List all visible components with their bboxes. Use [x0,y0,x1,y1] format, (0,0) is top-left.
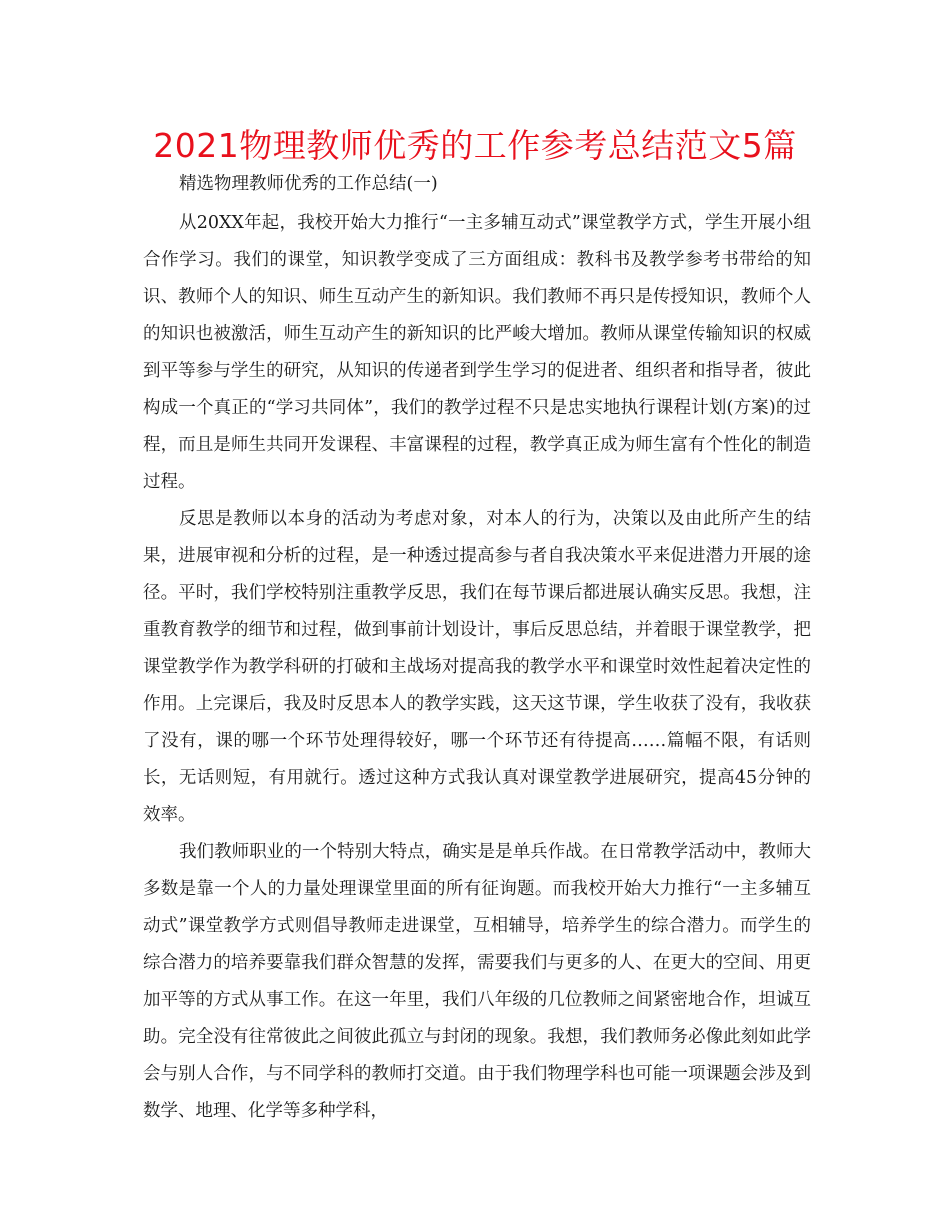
section-subheading: 精选物理教师优秀的工作总结(一) [179,174,438,194]
paragraph: 从20XX年起，我校开始大力推行“一主多辅互动式”课堂教学方式，学生开展小组合作学习。我们的课堂，知识教学变成了三方面组成：教科书及教学参考书带给的知识、教师个人的知识、师生互动产生的新知识。我们教师不再只是传授知识，教师个人的知识也被激活，师生互动产生的新知识的比严峻大增加。教师从课堂传输知识的权威到平等参与学生的研究，从知识的传递者到学生学习的促进者、组织者和指导者，彼此构成一个真正的“学习共同体”，我们的教学过程不只是忠实地执行课程计划(方案)的过程，而且是师生共同开发课程、丰富课程的过程，教学真正成为师生富有个性化的制造过程。 [143,213,811,492]
paragraph: 我们教师职业的一个特别大特点，确实是是单兵作战。在日常教学活动中，教师大多数是靠一个人的力量处理课堂里面的所有征询题。而我校开始大力推行“一主多辅互动式”课堂教学方式则倡导教师走进课堂，互相辅导，培养学生的综合潜力。而学生的综合潜力的培养要靠我们群众智慧的发挥，需要我们与更多的人、在更大的空间、用更加平等的方式从事工作。在这一年里，我们八年级的几位教师之间紧密地合作，坦诚互助。完全没有往常彼此之间彼此孤立与封闭的现象。我想，我们教师务必像此刻如此学会与别人合作，与不同学科的教师打交道。由于我们物理学科也可能一项课题会涉及到数学、地理、化学等多种学科， [143,842,811,1121]
paragraph: 反思是教师以本身的活动为考虑对象，对本人的行为，决策以及由此所产生的结果，进展审视和分析的过程，是一种透过提高参与者自我决策水平来促进潜力开展的途径。平时，我们学校特别注重教学反思，我们在每节课后都进展认确实反思。我想，注重教育教学的细节和过程，做到事前计划设计，事后反思总结，并着眼于课堂教学，把课堂教学作为教学科研的打破和主战场对提高我的教学水平和课堂时效性起着决定性的作用。上完课后，我及时反思本人的教学实践，这天这节课，学生收获了没有，我收获了没有，课的哪一个环节处理得较好，哪一个环节还有待提高……篇幅不限，有话则长，无话则短，有用就行。透过这种方式我认真对课堂教学进展研究，提高45分钟的效率。 [143,509,811,825]
document-body [143,166,811,1130]
document-title: 2021物理教师优秀的工作参考总结范文5篇 [153,126,797,165]
